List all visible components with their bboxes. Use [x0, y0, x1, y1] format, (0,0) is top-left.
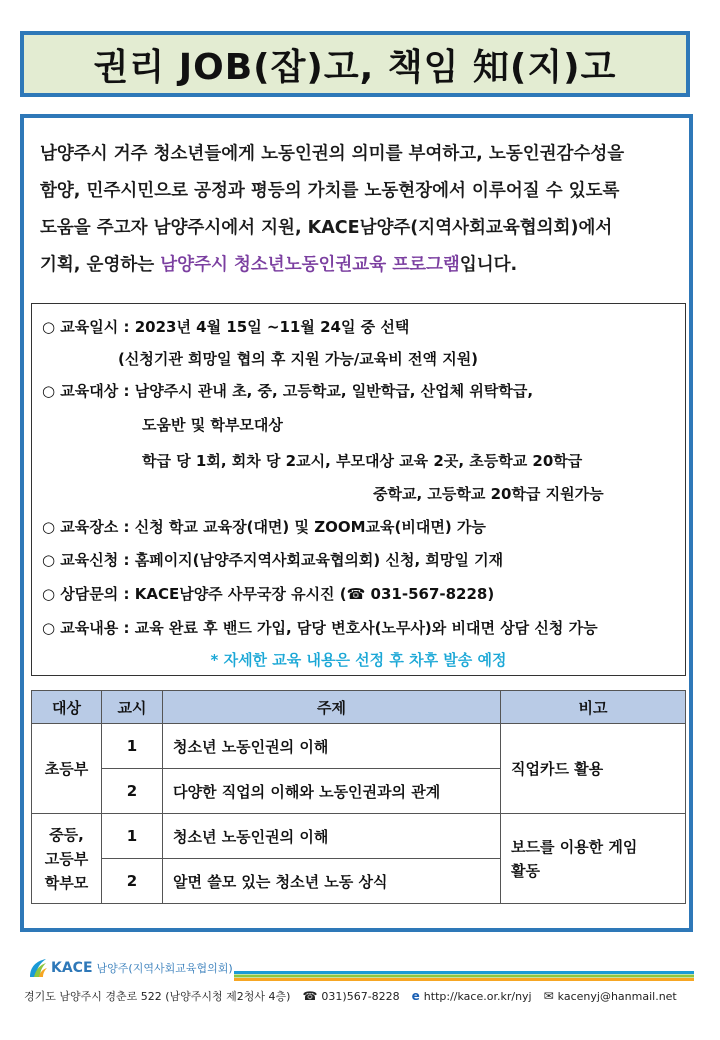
- footer-stripe: [234, 971, 694, 981]
- main-content-box: [20, 114, 693, 932]
- table-row: [32, 724, 686, 769]
- logo-subtext: 남양주(지역사회교육협의회): [96, 962, 233, 975]
- info-date-note: (신청기관 희망일 협의 후 지원 가능/교육비 전액 지원): [118, 350, 479, 368]
- header-target: 대상: [32, 691, 102, 724]
- intro-line: [40, 247, 680, 284]
- footer-phone: 031)567-8228: [321, 989, 400, 1003]
- topic-cell: 다양한 직업의 이해와 노동인권과의 관계: [163, 769, 501, 814]
- info-box: [31, 303, 686, 676]
- intro-line-suffix: 입니다.: [459, 255, 518, 275]
- kace-logo-icon: [28, 957, 48, 979]
- footer-address: 경기도 남양주시 경춘로 522 (남양주시청 제2청사 4층): [24, 990, 291, 1003]
- group-secondary: 중등, 고등부 학부모: [32, 814, 102, 904]
- header-topic: 주제: [163, 691, 501, 724]
- note-cell: 직업카드 활용: [501, 724, 686, 814]
- footer-website[interactable]: http://kace.or.kr/nyj: [423, 989, 532, 1003]
- header-note: 비고: [501, 691, 686, 724]
- period-cell: 1: [102, 814, 163, 859]
- footer: [24, 955, 694, 1015]
- info-target-line3: 학급 당 1회, 회차 당 2교시, 부모대상 교육 2곳, 초등학교 20학급: [142, 452, 583, 470]
- info-date: ○ 교육일시 : 2023년 4월 15일 ~11월 24일 중 선택: [42, 318, 410, 336]
- header-period: 교시: [102, 691, 163, 724]
- topic-cell: 청소년 노동인권의 이해: [163, 724, 501, 769]
- period-cell: 2: [102, 859, 163, 904]
- intro-paragraph: [40, 136, 680, 284]
- table-row: [32, 814, 686, 859]
- topic-cell: 알면 쓸모 있는 청소년 노동 상식: [163, 859, 501, 904]
- intro-line: 남양주시 거주 청소년들에게 노동인권의 의미를 부여하고, 노동인권감수성을: [40, 144, 625, 164]
- period-cell: 1: [102, 724, 163, 769]
- note-cell: 보드를 이용한 게임 활동: [501, 814, 686, 904]
- intro-line: 도움을 주고자 남양주시에서 지원, KACE남양주(지역사회교육협의회)에서: [40, 218, 613, 238]
- table-header-row: [32, 691, 686, 724]
- info-contact: ○ 상담문의 : KACE남양주 사무국장 유시진 (☎ 031-567-8228): [42, 585, 495, 603]
- notice-text: * 자세한 교육 내용은 선정 후 차후 발송 예정: [210, 651, 507, 669]
- mail-icon: ✉: [543, 989, 554, 1003]
- intro-line-prefix: 기획, 운영하는: [40, 255, 161, 275]
- period-cell: 2: [102, 769, 163, 814]
- title-banner: [20, 31, 690, 97]
- info-place: ○ 교육장소 : 신청 학교 교육장(대면) 및 ZOOM교육(비대면) 가능: [42, 518, 486, 536]
- group-elementary: 초등부: [32, 724, 102, 814]
- info-target: ○ 교육대상 : 남양주시 관내 초, 중, 고등학교, 일반학급, 산업체 위탁학급,: [42, 382, 534, 400]
- info-target-line4: 중학교, 고등학교 20학급 지원가능: [373, 485, 604, 503]
- topic-cell: 청소년 노동인권의 이해: [163, 814, 501, 859]
- program-name-highlight: 남양주시 청소년노동인권교육 프로그램: [160, 255, 460, 275]
- schedule-table: [31, 690, 686, 904]
- info-content: ○ 교육내용 : 교육 완료 후 밴드 가입, 담당 변호사(노무사)와 비대면 상담 신청 가능: [42, 619, 598, 637]
- kace-logo: [28, 957, 233, 979]
- page-title: 권리 JOB(잡)고, 책임 知(지)고: [93, 46, 617, 88]
- intro-line: 함양, 민주시민으로 공정과 평등의 가치를 노동현장에서 이루어질 수 있도록: [40, 181, 620, 201]
- footer-email[interactable]: kacenyj@hanmail.net: [557, 989, 677, 1003]
- phone-icon: ☎: [302, 989, 318, 1003]
- info-apply: ○ 교육신청 : 홈페이지(남양주지역사회교육협의회) 신청, 희망일 기재: [42, 551, 504, 569]
- info-target-line2: 도움반 및 학부모대상: [142, 416, 283, 434]
- logo-text: KACE: [51, 960, 93, 976]
- footer-contact-line: [24, 988, 694, 1004]
- web-icon: e: [411, 989, 420, 1003]
